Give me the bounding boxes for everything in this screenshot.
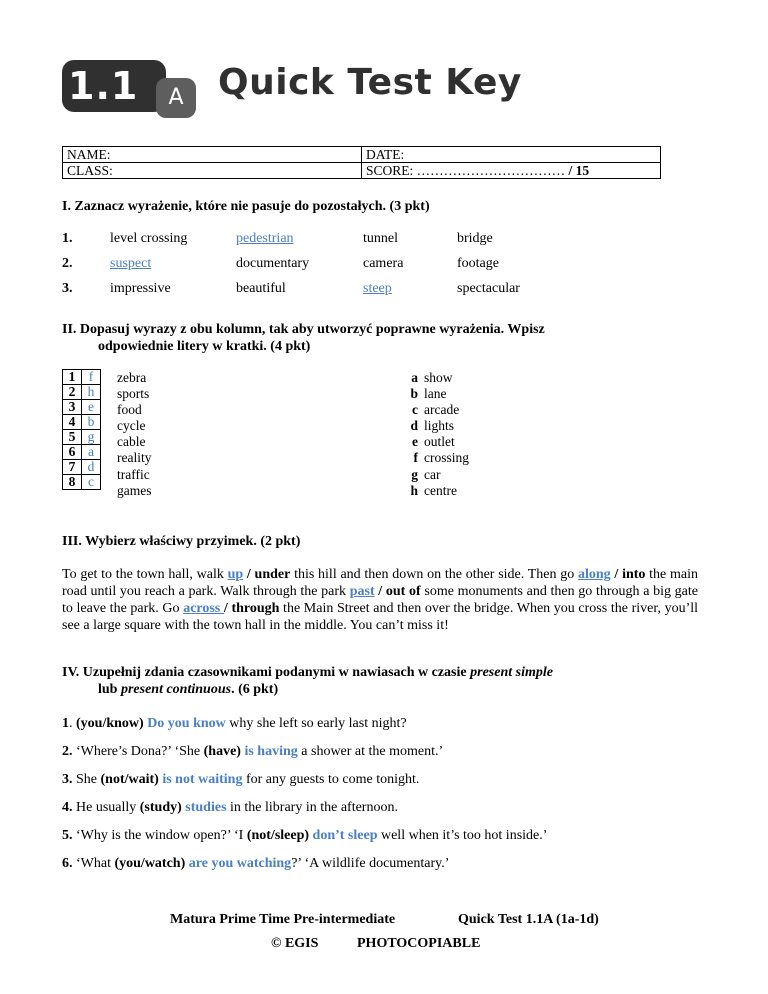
right-word: arcade xyxy=(424,402,460,418)
left-word: cycle xyxy=(117,418,146,434)
right-letter: d xyxy=(410,418,418,434)
unit-number-badge: 1.1 xyxy=(62,60,166,112)
option-word: level crossing xyxy=(110,231,188,246)
right-word: show xyxy=(424,370,453,385)
sentence-text: 3. xyxy=(62,772,73,787)
right-letter: b xyxy=(410,386,418,402)
sentence-text: ?’ ‘A wildlife documentary.’ xyxy=(291,856,450,871)
verb-prompt: (you/know) xyxy=(76,716,144,731)
left-column-words xyxy=(117,370,152,499)
answer-word: pedestrian xyxy=(236,231,294,246)
section-4-title: IV. Uzupełnij zdania czasownikami podanymi w nawiasach w czasie present simple xyxy=(62,665,553,680)
grid-answer-box[interactable]: c xyxy=(82,475,101,490)
left-word: reality xyxy=(117,450,152,466)
verb-prompt: (not/wait) xyxy=(100,772,159,787)
section-3-paragraph: To get to the town hall, walk up / under this hill and then down on the other side. Then go along / into the main road until you reach a park. Walk through the park past / out of some monuments and then go through a big gate to leave the park. Go across / through the Main Street and then over the bridge. When you cross the river, you’ll see a large square with the town hall in the middle. You can’t miss it! xyxy=(62,567,699,633)
grid-answer-box[interactable]: d xyxy=(82,460,101,475)
sentence-text: ‘Where’s Dona?’ ‘She xyxy=(72,744,204,759)
student-info-table xyxy=(62,146,661,179)
sentence-text: for any guests to come tonight. xyxy=(242,772,420,787)
right-letter: h xyxy=(410,482,418,498)
sentence-text: ‘Why is the window open?’ ‘I xyxy=(72,828,247,843)
section-2-title-cont: odpowiednie litery w kratki. (4 pkt) xyxy=(98,339,311,354)
right-word: lane xyxy=(424,386,447,402)
left-word: games xyxy=(117,482,152,498)
left-word: traffic xyxy=(117,466,150,482)
right-word: centre xyxy=(424,482,457,498)
item-number: 2. xyxy=(62,256,73,271)
verb-prompt: (not/sleep) xyxy=(246,828,310,843)
answer-choice: along xyxy=(578,567,611,582)
answer-choice: past xyxy=(349,584,375,599)
verb-answer: is not waiting xyxy=(162,772,243,787)
gap-fill-sentence xyxy=(62,828,547,844)
answer-choice: up xyxy=(227,567,244,582)
grid-answer-box[interactable]: b xyxy=(82,415,101,430)
right-letter: g xyxy=(411,466,418,482)
right-column-letters xyxy=(404,370,418,499)
class-field[interactable]: CLASS: xyxy=(63,163,362,179)
item-number: 3. xyxy=(62,281,73,296)
grid-number: 8 xyxy=(63,475,82,490)
section-4-title-cont: lub present continuous. (6 pkt) xyxy=(98,682,279,697)
grid-answer-box[interactable]: g xyxy=(82,430,101,445)
verb-answer: is having xyxy=(244,744,298,759)
gap-fill-sentence xyxy=(62,744,443,760)
option-word: footage xyxy=(457,256,499,271)
grid-number: 4 xyxy=(63,415,82,430)
footer-book-title: Matura Prime Time Pre-intermediate xyxy=(170,912,396,927)
section-2-title: II. Dopasuj wyrazy z obu kolumn, tak aby utworzyć poprawne wyrażenia. Wpisz xyxy=(62,322,545,337)
grid-answer-box[interactable]: e xyxy=(82,400,101,415)
left-word: sports xyxy=(117,386,150,402)
right-word: lights xyxy=(424,418,455,434)
option-word: beautiful xyxy=(236,281,286,296)
verb-answer: are you watching xyxy=(188,856,292,871)
footer-photocopiable: PHOTOCOPIABLE xyxy=(357,936,481,951)
option-word: impressive xyxy=(110,281,171,296)
grid-number: 7 xyxy=(63,460,82,475)
grid-number: 1 xyxy=(63,370,82,385)
sentence-text: in the library in the afternoon. xyxy=(226,800,398,815)
page-title: Quick Test Key xyxy=(218,62,522,103)
section-3-title: III. Wybierz właściwy przyimek. (2 pkt) xyxy=(62,534,301,549)
right-column-words xyxy=(424,370,469,499)
sentence-text: 5. xyxy=(62,828,73,843)
sentence-text: . xyxy=(69,716,76,731)
right-letter: c xyxy=(412,402,418,418)
verb-answer: Do you know xyxy=(147,716,226,731)
answer-choice: across xyxy=(183,601,224,616)
name-field[interactable]: NAME: xyxy=(63,147,362,163)
date-field[interactable]: DATE: xyxy=(362,147,661,163)
sentence-text: She xyxy=(72,772,101,787)
option-word: tunnel xyxy=(363,231,398,246)
option-word: documentary xyxy=(236,256,310,271)
right-word: outlet xyxy=(424,434,455,450)
verb-answer: don’t sleep xyxy=(312,828,378,843)
option-word: spectacular xyxy=(457,281,520,296)
grid-number: 2 xyxy=(63,385,82,400)
sentence-text: He usually xyxy=(72,800,140,815)
left-word: cable xyxy=(117,434,146,450)
sentence-text: 2. xyxy=(62,744,73,759)
verb-answer: studies xyxy=(185,800,227,815)
sentence-text: well when it’s too hot inside.’ xyxy=(377,828,548,843)
gap-fill-sentence xyxy=(62,800,398,816)
grid-number: 5 xyxy=(63,430,82,445)
verb-prompt: (have) xyxy=(203,744,241,759)
sentence-text: 1 xyxy=(62,716,69,731)
gap-fill-sentence xyxy=(62,716,407,732)
answer-word: suspect xyxy=(110,256,152,271)
answer-word: steep xyxy=(363,281,392,296)
sentence-text: 4. xyxy=(62,800,73,815)
sentence-text: a shower at the moment.’ xyxy=(297,744,444,759)
footer-test-id: Quick Test 1.1A (1a-1d) xyxy=(458,912,599,927)
grid-answer-box[interactable]: f xyxy=(82,370,101,385)
right-letter: f xyxy=(413,450,418,466)
option-word: bridge xyxy=(457,231,493,246)
footer-copyright: © EGIS xyxy=(271,936,319,951)
left-word: food xyxy=(117,402,142,418)
grid-answer-box[interactable]: h xyxy=(82,385,101,400)
right-word: car xyxy=(424,466,441,482)
right-letter: e xyxy=(412,434,418,450)
option-word: camera xyxy=(363,256,404,271)
grid-number: 3 xyxy=(63,400,82,415)
verb-prompt: (study) xyxy=(139,800,182,815)
gap-fill-sentence xyxy=(62,772,419,788)
version-letter-badge: A xyxy=(156,78,196,118)
score-field[interactable]: SCORE: …………………………… / 15 xyxy=(362,163,661,179)
left-word: zebra xyxy=(117,370,147,385)
right-letter: a xyxy=(411,370,418,385)
sentence-text: 6. xyxy=(62,856,73,871)
section-1-title: I. Zaznacz wyrażenie, które nie pasuje do pozostałych. (3 pkt) xyxy=(62,199,430,214)
grid-answer-box[interactable]: a xyxy=(82,445,101,460)
matching-answer-grid xyxy=(62,369,101,490)
right-word: crossing xyxy=(424,450,469,466)
sentence-text: ‘What xyxy=(72,856,115,871)
sentence-text: why she left so early last night? xyxy=(225,716,407,731)
verb-prompt: (you/watch) xyxy=(114,856,186,871)
item-number: 1. xyxy=(62,231,73,246)
grid-number: 6 xyxy=(63,445,82,460)
gap-fill-sentence xyxy=(62,856,449,872)
